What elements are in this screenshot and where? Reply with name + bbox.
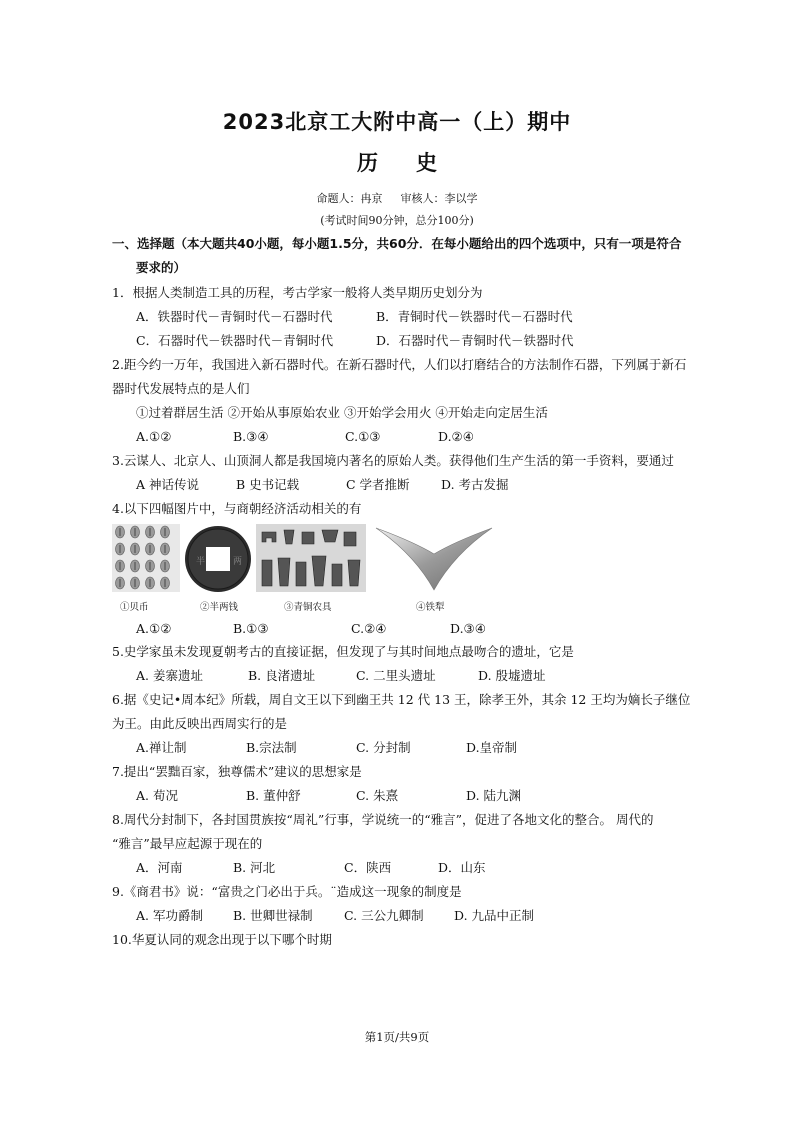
q6-option-d: D.皇帝制 — [466, 740, 518, 755]
q7-option-b: B. 董仲舒 — [246, 788, 301, 803]
q5-option-a: A. 姜寨遗址 — [136, 668, 203, 683]
question-2-stem: 2.距今约一万年，我国进入新石器时代。在新石器时代，人们以打磨结合的方法制作石器，下列属于新石 — [112, 357, 687, 372]
bronze-tools-image — [256, 524, 366, 596]
q9-option-c: C. 三公九卿制 — [344, 908, 424, 923]
picture-1-caption: ①贝币 — [120, 602, 149, 613]
q6-option-b: B.宗法制 — [246, 740, 297, 755]
picture-4-caption: ④铁犁 — [416, 602, 445, 613]
question-4-pictures — [112, 524, 582, 614]
q6-option-a: A.禅让制 — [136, 740, 187, 755]
q1-option-b: B．青铜时代－铁器时代－石器时代 — [376, 309, 573, 324]
question-2-stem-cont: 器时代发展特点的是人们 — [112, 381, 250, 396]
svg-text:半: 半 — [196, 557, 206, 567]
q9-option-b: B. 世卿世禄制 — [233, 908, 313, 923]
q5-option-b: B. 良渚遗址 — [248, 668, 316, 683]
q8-option-c: C．陕西 — [344, 860, 392, 875]
q7-option-d: D. 陆九渊 — [466, 788, 522, 803]
exam-time-info: (考试时间90分钟，总分100分) — [320, 214, 474, 227]
q2-option-c: C.①③ — [345, 429, 381, 444]
question-5-stem: 5.史学家虽未发现夏朝考古的直接证据，但发现了与其时间地点最吻合的遗址，它是 — [112, 644, 574, 659]
q7-option-c: C. 朱熹 — [356, 788, 399, 803]
svg-text:两: 两 — [233, 557, 243, 567]
q1-option-a: A．铁器时代－青铜时代－石器时代 — [136, 309, 333, 324]
question-2-statements: ①过着群居生活 ②开始从事原始农业 ③开始学会用火 ④开始走向定居生活 — [136, 405, 548, 420]
q1-option-d: D．石器时代－青铜时代－铁器时代 — [376, 333, 574, 348]
q3-option-d: D. 考古发掘 — [441, 477, 509, 492]
q3-option-b: B 史书记载 — [236, 477, 300, 492]
q2-option-a: A.①② — [136, 429, 172, 444]
q9-option-d: D. 九品中正制 — [454, 908, 535, 923]
q4-option-a: A.①② — [136, 621, 172, 636]
exam-subject: 历史 — [357, 151, 475, 175]
q8-option-a: A．河南 — [136, 860, 183, 875]
question-9-stem: 9.《商君书》说：“富贵之门必出于兵。¨造成这一现象的制度是 — [112, 884, 462, 899]
shell-coins-image — [112, 524, 180, 596]
q6-option-c: C. 分封制 — [356, 740, 411, 755]
question-8-stem: 8.周代分封制下，各封国贯族按“周礼”行事，学说统一的“雅言”，促进了各地文化的整合。 周代的 — [112, 812, 654, 827]
q4-option-b: B.①③ — [233, 621, 269, 636]
question-7-stem: 7.提出“罢黜百家，独尊儒术”建议的思想家是 — [112, 764, 362, 779]
q2-option-b: B.③④ — [233, 429, 269, 444]
q2-option-d: D.②④ — [438, 429, 474, 444]
question-3-stem: 3.云谋人、北京人、山顶洞人都是我国境内著名的原始人类。获得他们生产生活的第一手资料，要通过 — [112, 453, 674, 468]
q9-option-a: A. 军功爵制 — [136, 908, 203, 923]
question-10-stem: 10.华夏认同的观念出现于以下哪个时期 — [112, 932, 332, 947]
section-heading-cont: 要求的） — [136, 260, 187, 275]
question-4-stem: 4.以下四幅图片中，与商朝经济活动相关的有 — [112, 501, 362, 516]
q5-option-d: D. 殷墟遗址 — [478, 668, 546, 683]
exam-authors — [0, 190, 794, 206]
q7-option-a: A. 荀况 — [136, 788, 178, 803]
author-setter: 命题人：冉京 — [316, 192, 383, 205]
q1-option-c: C．石器时代－铁器时代－青铜时代 — [136, 333, 334, 348]
iron-plow-image — [374, 524, 494, 600]
q4-option-c: C.②④ — [351, 621, 387, 636]
question-8-stem-cont: “雅言”最早应起源于现在的 — [112, 836, 263, 851]
question-6-stem: 6.据《史记•周本纪》所载，周自文王以下到幽王共 12 代 13 王，除孝王外，其余 12 王均为嫡长子继位 — [112, 692, 691, 707]
question-1-stem: 1．根据人类制造工具的历程，考古学家一般将人类早期历史划分为 — [112, 285, 483, 300]
picture-2-caption: ②半两钱 — [200, 602, 239, 613]
q3-option-c: C 学者推断 — [346, 477, 410, 492]
banliang-coin-image — [182, 524, 254, 598]
q3-option-a: A 神话传说 — [136, 477, 200, 492]
author-reviewer: 审核人：李以学 — [400, 192, 478, 205]
q4-option-d: D.③④ — [450, 621, 486, 636]
page-number: 第1页/共9页 — [364, 1030, 430, 1044]
q8-option-b: B. 河北 — [233, 860, 276, 875]
question-6-stem-cont: 为王。由此反映出西周实行的是 — [112, 716, 288, 731]
q8-option-d: D．山东 — [438, 860, 486, 875]
q5-option-c: C. 二里头遗址 — [356, 668, 436, 683]
picture-3-caption: ③青铜农具 — [284, 602, 332, 613]
exam-title: 2023北京工大附中高一（上）期中 — [222, 110, 572, 134]
section-heading: 一、选择题（本大题共40小题，每小题1.5分，共60分．在每小题给出的四个选项中，只有一项是符合 — [112, 236, 682, 251]
